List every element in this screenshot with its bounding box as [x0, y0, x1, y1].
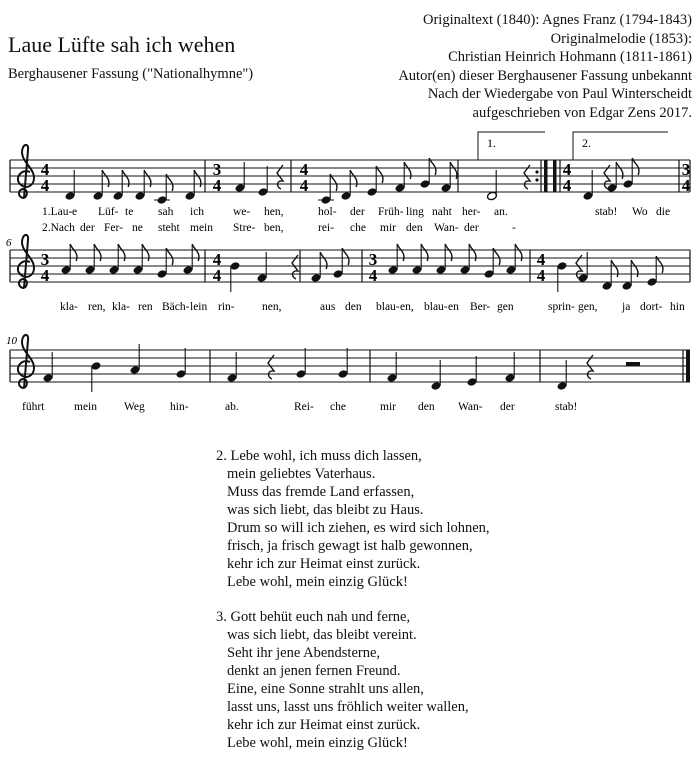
lyric-syllable: e — [72, 206, 78, 218]
note — [487, 170, 498, 201]
lyric-syllable: mir — [380, 222, 396, 234]
stanza-line: Lebe wohl, mein einzig Glück! — [227, 574, 408, 590]
time-signature-top: 3 — [212, 160, 222, 179]
volta-brackets — [478, 132, 668, 160]
lyric-syllable: den — [418, 401, 435, 413]
measure-number: 6 — [6, 237, 12, 249]
lyric-syllable: rei- — [318, 222, 334, 234]
lyric-syllable: rin- — [218, 301, 235, 313]
stanza-line: was sich liebt, das bleibt zu Haus. — [227, 502, 424, 518]
note — [93, 170, 109, 201]
time-signature-top: 4 — [562, 160, 572, 179]
lyric-syllable: en — [448, 301, 459, 313]
stanza-line: Drum so will ich ziehen, es wird sich lohnen, — [227, 520, 490, 536]
lyric-syllable: ich — [190, 206, 205, 218]
note — [412, 244, 428, 275]
time-signature-top: 3 — [368, 250, 378, 269]
note — [113, 170, 129, 201]
lyric-syllable: ren, — [88, 301, 106, 313]
stanza-line: kehr ich zur Heimat einst zurück. — [227, 556, 421, 572]
note — [505, 352, 516, 383]
lyric-syllable: ab. — [225, 401, 239, 413]
note — [183, 244, 199, 275]
stanza-line: Eine, eine Sonne strahlt uns allen, — [227, 681, 424, 697]
lyric-syllable: führt — [22, 401, 45, 413]
note — [235, 162, 246, 193]
lyric-syllable: Bäch- — [162, 301, 190, 313]
stanza-number: 3. — [216, 609, 227, 625]
lyric-syllable: den — [406, 222, 423, 234]
lyric-syllable: 1.Lau- — [42, 206, 73, 218]
note — [91, 361, 102, 392]
lyric-syllable: steht — [158, 222, 180, 234]
stanza-line — [216, 608, 469, 626]
time-signature-top: 3 — [40, 250, 50, 269]
lyric-syllable: den — [345, 301, 362, 313]
lyric-syllable: te — [125, 206, 134, 218]
stanza-line: frisch, ja frisch gewagt ist halb gewonnen, — [227, 538, 473, 554]
note — [61, 244, 77, 275]
note — [185, 170, 201, 201]
lyric-syllable: mir — [380, 401, 396, 413]
lyric-syllable: an. — [494, 206, 508, 218]
lyric-syllable: kla- — [112, 301, 130, 313]
note — [506, 244, 522, 275]
note — [460, 244, 476, 275]
lyric-syllable: we- — [233, 206, 251, 218]
lyric-syllable: der — [350, 206, 365, 218]
note — [395, 162, 411, 193]
note — [135, 170, 151, 201]
lyric-syllable: Früh- — [378, 206, 404, 218]
stanza-line: was sich liebt, das bleibt vereint. — [227, 627, 417, 643]
time-signature-bottom: 4 — [299, 176, 309, 195]
lyric-syllable: dort- — [640, 301, 663, 313]
stanza-line: kehr ich zur Heimat einst zurück. — [227, 717, 421, 733]
lyric-syllable: kla- — [60, 301, 78, 313]
stanza-line: lasst uns, lasst uns fröhlich weiter wallen, — [227, 699, 469, 715]
note — [387, 352, 398, 383]
credit-line: aufgeschrieben von Edgar Zens 2017. — [472, 104, 692, 121]
credit-line: Christian Heinrich Hohmann (1811-1861) — [448, 49, 692, 65]
volta-first-label: 1. — [487, 136, 496, 150]
lyric-syllable: che — [330, 401, 346, 413]
note — [557, 261, 568, 292]
lyric-syllable: nen, — [262, 301, 282, 313]
note — [338, 348, 349, 379]
lyric-syllable: lein — [190, 301, 208, 313]
lyric-syllable: Fer- — [104, 222, 123, 234]
note — [557, 360, 568, 391]
note — [602, 260, 618, 291]
treble-clef-icon — [18, 235, 34, 288]
time-signature-top: 4 — [212, 250, 222, 269]
lyric-syllable: en, — [400, 301, 414, 313]
time-signature-top: 4 — [536, 250, 546, 269]
lyric-syllable: stab! — [555, 401, 578, 413]
lyric-syllable: mein — [190, 222, 213, 234]
note — [311, 252, 327, 283]
lyric-syllable: sprin- — [548, 301, 575, 313]
treble-clef-icon — [18, 145, 34, 198]
lyric-syllable: her- — [462, 206, 481, 218]
time-signature-bottom: 4 — [368, 266, 378, 285]
lyric-syllable: ling — [406, 206, 424, 218]
credit-line: Originalmelodie (1853): — [550, 30, 692, 47]
stanza-text: Lebe wohl, ich muss dich lassen, — [230, 448, 422, 464]
lyric-syllable: ne — [132, 222, 143, 234]
note — [227, 352, 238, 383]
lyric-syllable: sah — [158, 206, 174, 218]
note — [583, 170, 594, 201]
lyric-syllable: Weg — [124, 401, 145, 413]
lyric-syllable: die — [656, 206, 671, 218]
stanza-line: Seht ihr jene Abendsterne, — [227, 645, 381, 661]
time-signature-bottom: 4 — [212, 176, 222, 195]
stanza-2 — [216, 447, 490, 591]
note — [622, 260, 638, 291]
lyric-syllable: Wo — [632, 206, 648, 218]
time-signature-bottom: 4 — [212, 266, 222, 285]
lyric-syllable: Rei- — [294, 401, 314, 413]
time-signature-bottom: 4 — [40, 266, 50, 285]
stanza-text: Gott behüt euch nah und ferne, — [230, 609, 411, 625]
lyric-syllable: gen — [497, 301, 514, 313]
note — [388, 244, 404, 275]
lyric-syllable: naht — [432, 206, 452, 218]
lyric-syllable: Wan- — [458, 401, 483, 413]
lyric-syllable: Wan- — [434, 222, 459, 234]
note — [441, 162, 457, 193]
measure-number: 10 — [6, 335, 17, 347]
note — [296, 348, 307, 379]
note — [154, 174, 173, 205]
stanza-3 — [216, 608, 469, 752]
song-title: Laue Lüfte sah ich wehen — [8, 32, 236, 57]
time-signature-top: 4 — [299, 160, 309, 179]
lyric-syllable: der — [464, 222, 479, 234]
lyric-syllable: der — [500, 401, 515, 413]
note — [43, 352, 54, 383]
song-subtitle: Berghausener Fassung ("Nationalhymne") — [8, 66, 254, 82]
time-signature-bottom: 4 — [536, 266, 546, 285]
lyric-syllable: aus — [320, 301, 336, 313]
lyric-syllable: - — [512, 222, 516, 234]
note — [133, 244, 149, 275]
stanza-line: mein geliebtes Vaterhaus. — [227, 466, 376, 482]
lyric-syllable: Lüf- — [98, 206, 119, 218]
note — [176, 348, 187, 379]
lyric-syllable: stab! — [595, 206, 618, 218]
lyric-syllable: hin — [670, 301, 685, 313]
credit-line: Nach der Wiedergabe von Paul Winterscheidt — [427, 86, 692, 102]
lyric-syllable: Stre- — [233, 222, 256, 234]
lyric-syllable: ben, — [264, 222, 284, 234]
time-signature-top: 3 — [681, 160, 691, 179]
note — [467, 356, 478, 387]
note — [130, 344, 141, 375]
lyric-syllable: ren — [138, 301, 153, 313]
lyric-syllable: 2.Nach — [42, 222, 75, 234]
lyric-syllable: hol- — [318, 206, 337, 218]
lyric-syllable: ja — [622, 301, 631, 313]
note — [85, 244, 101, 275]
note — [341, 170, 357, 201]
lyric-syllable: der — [80, 222, 95, 234]
credit-line: Originaltext (1840): Agnes Franz (1794-1843) — [422, 12, 692, 28]
time-signature-bottom: 4 — [681, 176, 691, 195]
stanza-line: Muss das fremde Land erfassen, — [227, 484, 415, 500]
time-signature-bottom: 4 — [40, 176, 50, 195]
note — [431, 360, 442, 391]
time-signature-bottom: 4 — [562, 176, 572, 195]
note — [230, 261, 241, 292]
lyric-syllable: gen, — [578, 301, 598, 313]
time-signature-top: 4 — [40, 160, 50, 179]
note — [258, 166, 269, 197]
lyric-syllable: Ber- — [470, 301, 491, 313]
stanza-number: 2. — [216, 448, 227, 464]
lyric-syllable: mein — [74, 401, 97, 413]
lyric-syllable: che — [350, 222, 366, 234]
note — [318, 174, 337, 205]
stanza-line: Lebe wohl, mein einzig Glück! — [227, 735, 408, 751]
lyric-syllable: hin- — [170, 401, 189, 413]
lyric-syllable: blau- — [376, 301, 400, 313]
stanza-line: denkt an jenen fernen Freund. — [227, 663, 401, 679]
note — [436, 244, 452, 275]
note — [65, 170, 76, 201]
note — [109, 244, 125, 275]
lyric-syllable: hen, — [264, 206, 284, 218]
credit-line: Autor(en) dieser Berghausener Fassung unbekannt — [398, 67, 692, 84]
note — [257, 252, 268, 283]
stanza-line — [216, 447, 490, 465]
lyric-syllable: blau- — [424, 301, 448, 313]
volta-second-label: 2. — [582, 136, 591, 150]
treble-clef-icon — [18, 335, 34, 388]
